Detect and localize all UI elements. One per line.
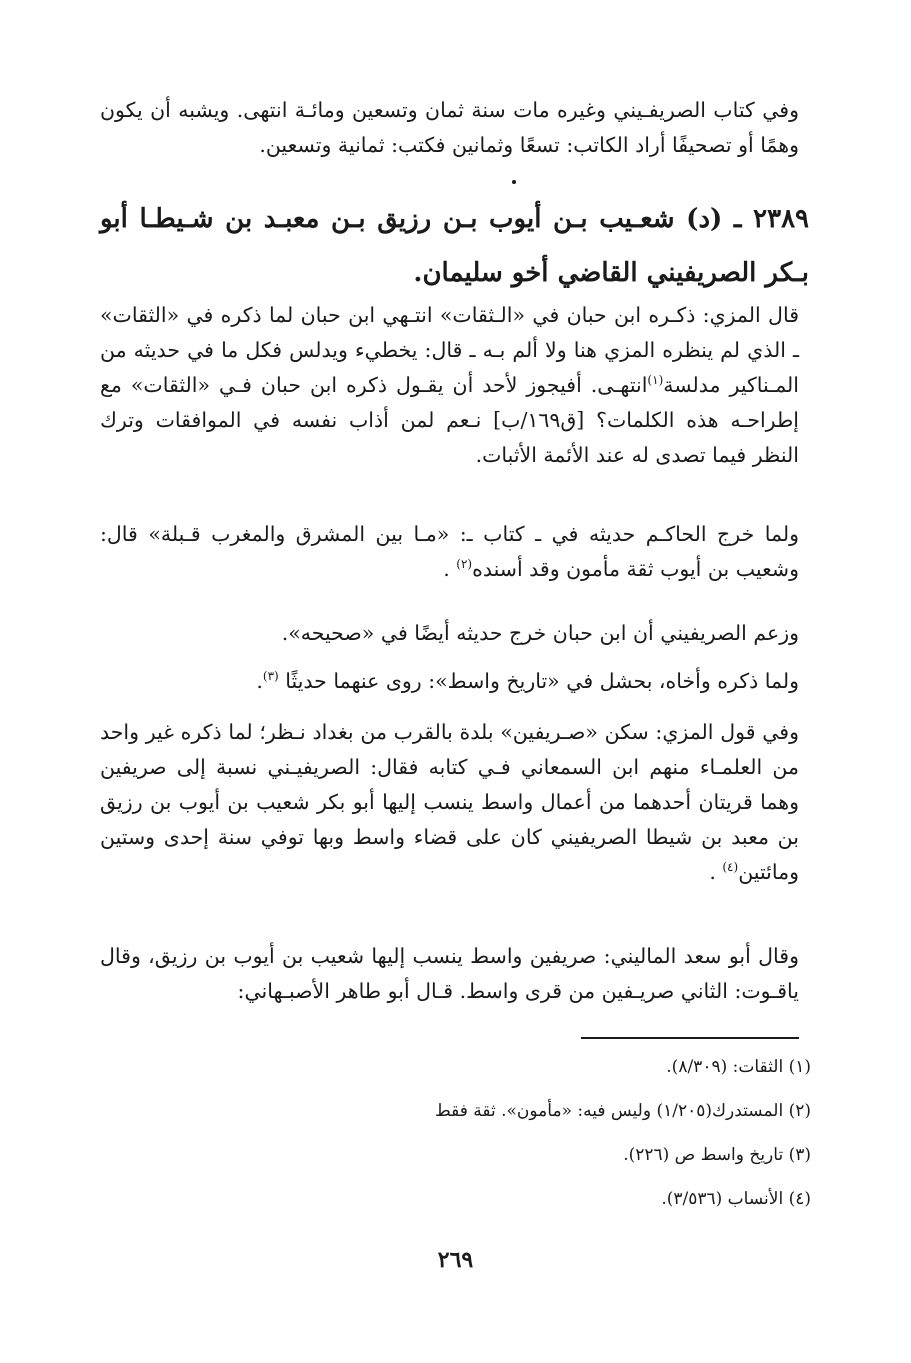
footnote-item: (١) الثقات: (٨/٣٠٩). — [666, 1057, 811, 1077]
text-run: انتهـى. أفيجوز لأحد أن يقـول ذكره ابن حبان فـي «الثقات» مع إطراحـه هذه الكلمات؟ [ق١٦٩/ب] نـعم لمن أذاب نفسه في الموافقات وترك النظر فيما تصدى له عند الأئمة الأثبات. — [100, 373, 800, 467]
malini-paragraph — [100, 939, 799, 1009]
page-number: ٢٦٩ — [437, 1247, 474, 1273]
text-run: ولما خرج الحاكـم حديثه في ـ كتاب ـ: «مـا بين المشرق والمغرب قـبلة» قال: وشعيب بن أيوب ثقة مأمون وقد أسنده — [100, 522, 799, 581]
footnote-item: (٤) الأنساب (٣/٥٣٦). — [661, 1189, 811, 1209]
text-run: . — [443, 557, 457, 581]
footnote-marker: (١) — [647, 373, 664, 388]
text-run: وفي قول المزي: سكن «صـريفين» بلدة بالقرب من بغداد نـظر؛ لما ذكره غير واحد من العلمـاء منهم ابن السمعاني فـي كتابه فقال: الصريفيـني نسبة إلى صريفين وهما قريتان أحدهما من أعمال واسط ينسب إليها أبو بكر شعيب بن أيوب بن رزيق بن معبد بن شيطا الصريفيني كان على قضاء واسط وبها توفي سنة إحدى وستين ومائتين — [100, 720, 799, 884]
hakim-paragraph-text — [100, 517, 799, 587]
text-run: ولما ذكره وأخاه، بحشل في «تاريخ واسط»: روى عنهما حديثًا — [285, 669, 799, 693]
intro-text: وفي كتاب الصريفـيني وغيره مات سنة ثمان وتسعين ومائـة انتهى. ويشبه أن يكون وهمًا أو تصحيفًا أراد الكاتب: تسعًا وثمانين فكتب: ثمانية وتسعين. — [100, 98, 799, 157]
ornament-dot — [512, 180, 516, 184]
muzzi-paragraph-1-text — [100, 298, 799, 473]
muzzi-paragraph-1 — [100, 298, 799, 473]
text-run: . — [709, 860, 723, 884]
text-run: قال المزي: ذكـره ابن حبان في «الـثقات» انتـهي ابن حبان لما ذكره في «الثقات» ـ الذي لم ينظره المزي هنا ولا ألم بـه ـ قال: يخطيء ويدلس فكل ما في حديثه من المـناكير مدلسة — [100, 303, 799, 397]
footnote-marker: (٢) — [456, 557, 473, 572]
intro-paragraph — [100, 93, 799, 163]
muzzi-paragraph-2 — [100, 715, 799, 890]
footnote-item: (٢) المستدرك(١/٢٠٥) وليس فيه: «مأمون». ثقة فقط — [434, 1101, 811, 1121]
malini-paragraph-text: وقال أبو سعد الماليني: صريفين واسط ينسب إليها شعيب بن أيوب بن رزيق، وقال ياقـوت: الثاني صريـفين من قرى واسط. قـال أبو طاهر الأصبـهاني: — [100, 944, 799, 1003]
footnote-divider — [581, 1037, 799, 1039]
text-run: . — [256, 669, 263, 693]
footnote-item: (٣) تاريخ واسط ص (٢٢٦). — [623, 1145, 811, 1165]
entry-heading-text: ٢٣٨٩ ـ (د) شعـيب بـن أيوب بـن رزيق بـن معبـد بن شـيطـا أبو بـكر الصريفيني القاضي أخو سليمان. — [100, 204, 809, 288]
hakim-paragraph — [100, 517, 799, 587]
sarifini-paragraph — [100, 616, 799, 651]
bahshal-paragraph-text — [100, 664, 799, 699]
footnote-marker: (٤) — [722, 860, 739, 875]
entry-heading — [100, 192, 809, 300]
sarifini-paragraph-text: وزعم الصريفيني أن ابن حبان خرج حديثه أيضًا في «صحيحه». — [281, 621, 799, 645]
footnotes — [100, 1045, 811, 1221]
footnote-marker: (٣) — [262, 669, 279, 684]
muzzi-paragraph-2-text — [100, 715, 799, 890]
bahshal-paragraph — [100, 664, 799, 699]
